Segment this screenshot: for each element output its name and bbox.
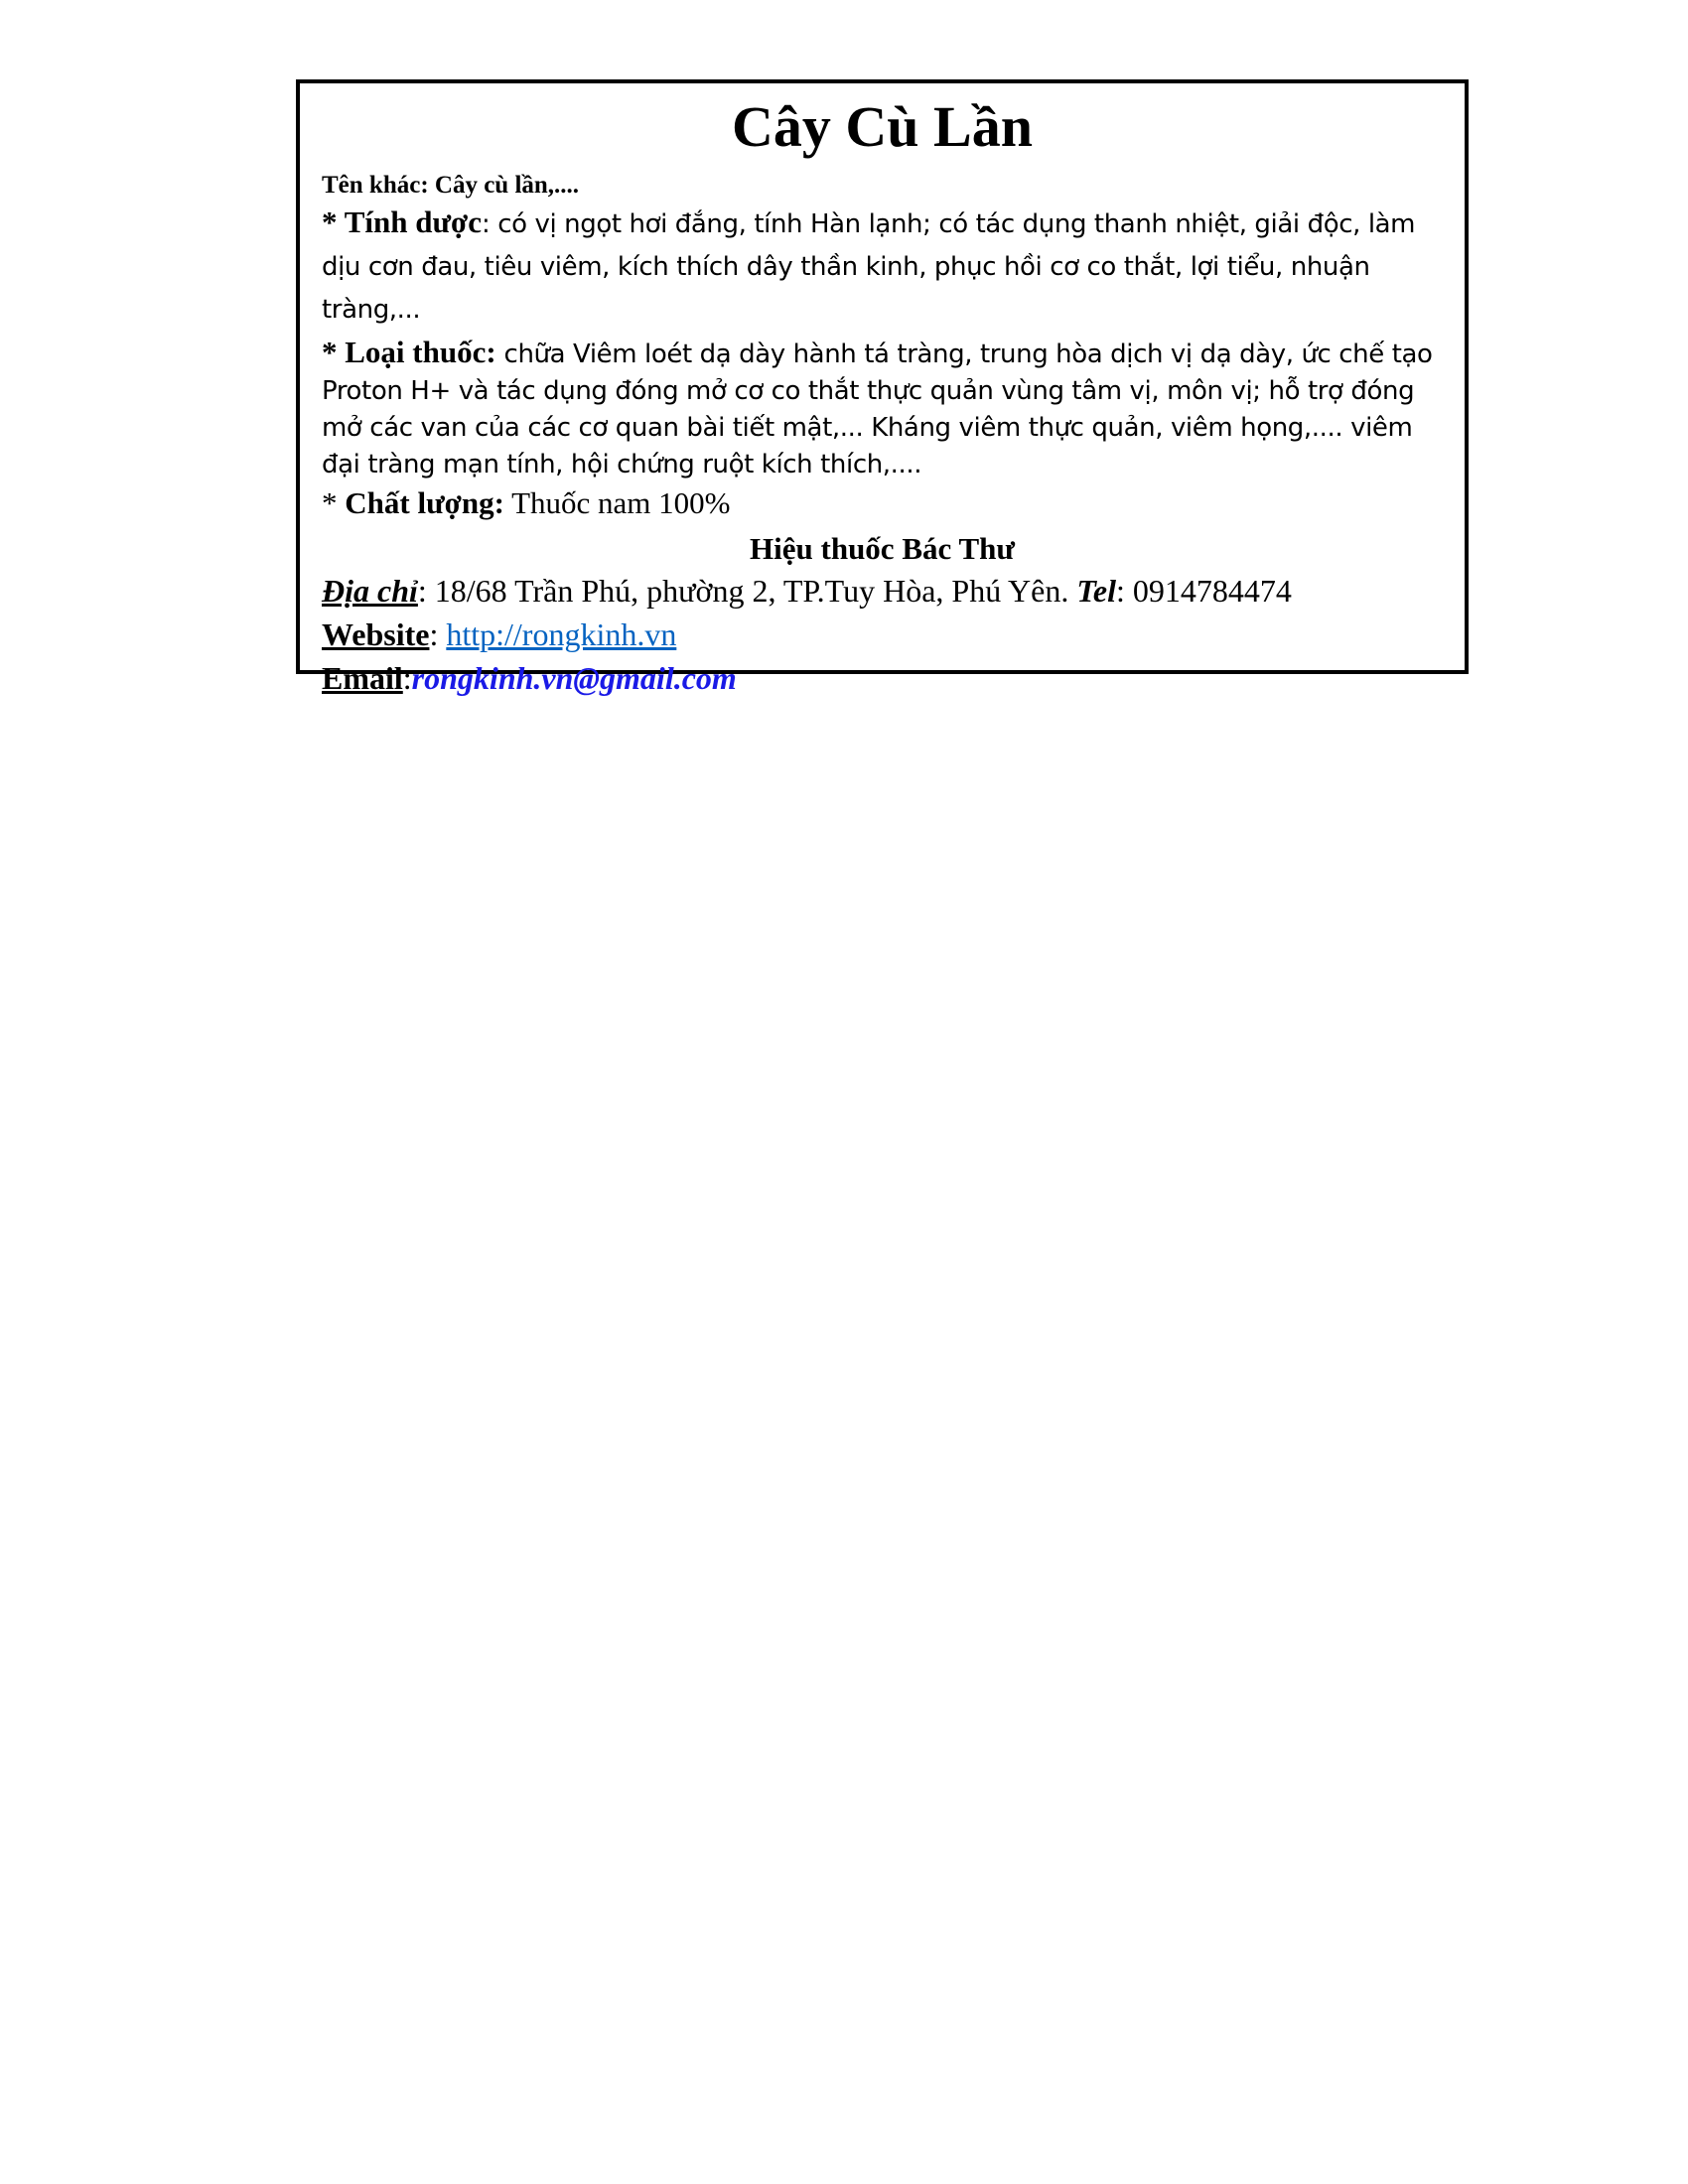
properties-text: : có vị ngọt hơi đắng, tính Hàn lạnh; có tác dụng thanh nhiệt, giải độc, làm dịu cơn đau, tiêu viêm, kích thích dây thần kinh, phục hồi cơ co thắt, lợi tiểu, nhuận tràng,... xyxy=(322,209,1416,325)
address-label: Địa chỉ xyxy=(322,573,418,609)
website-line xyxy=(322,613,1443,656)
tel-label: Tel xyxy=(1076,573,1117,609)
treatment-text: chữa Viêm loét dạ dày hành tá tràng, trung hòa dịch vị dạ dày, ức chế tạo Proton H+ và tác dụng đóng mở cơ co thắt thực quản vùng tâm vị, môn vị; hỗ trợ đóng mở các van của các cơ quan bài tiết mật,... Kháng viêm thực quản, viêm họng,.... viêm đại tràng mạn tính, hội chứng ruột kích thích,.... xyxy=(322,340,1433,479)
website-link[interactable]: http://rongkinh.vn xyxy=(446,616,677,652)
quality-label: Chất lượng: xyxy=(345,485,504,520)
email-sep: : xyxy=(402,660,412,696)
alternate-name: Tên khác: Cây cù lần,.... xyxy=(322,172,580,199)
shop-name: Hiệu thuốc Bác Thư xyxy=(750,531,1015,566)
properties-label: * Tính dược xyxy=(322,205,482,239)
address-line xyxy=(322,569,1443,613)
email-line xyxy=(322,656,1443,700)
properties-paragraph xyxy=(322,201,1443,332)
quality-line xyxy=(322,483,1443,523)
website-label: Website xyxy=(322,616,430,652)
address-text: : 18/68 Trần Phú, phường 2, TP.Tuy Hòa, Phú Yên. xyxy=(417,573,1077,609)
email-label: Email xyxy=(322,660,403,696)
product-title: Cây Cù Lần xyxy=(732,94,1033,159)
email-value[interactable]: rongkinh.vn@gmail.com xyxy=(411,660,737,696)
website-sep: : xyxy=(429,616,447,652)
quality-prefix: * xyxy=(322,485,346,520)
treatment-label: * Loại thuốc: xyxy=(322,335,496,369)
product-info-card xyxy=(296,79,1469,696)
quality-text: Thuốc nam 100% xyxy=(503,485,731,520)
tel-value: : 0914784474 xyxy=(1116,573,1292,609)
treatment-paragraph xyxy=(322,334,1443,483)
